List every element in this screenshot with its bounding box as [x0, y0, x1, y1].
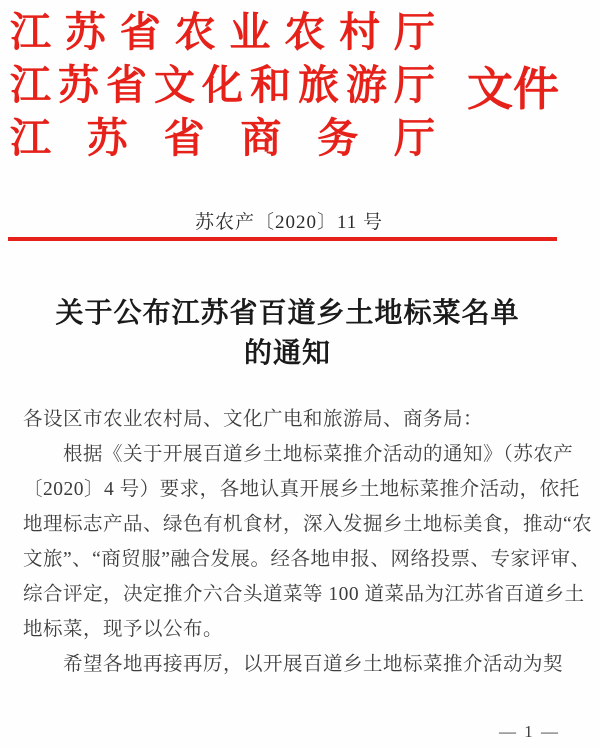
doc-type-label: 文件	[467, 63, 559, 115]
body-line: 〔2020〕4 号）要求，各地认真开展乡土地标菜推介活动，依托	[23, 479, 580, 500]
title-line-2: 的通知	[243, 338, 331, 369]
body-line: 综合评定，决定推介六合头道菜等 100 道菜品为江苏省百道乡土	[23, 584, 585, 605]
red-divider-line	[8, 237, 557, 241]
page-number: — 1 —	[499, 722, 560, 741]
body-line: 地理标志产品、绿色有机食材，深入发掘乡土地标美食，推动“农	[23, 514, 593, 535]
title-line-1: 关于公布江苏省百道乡土地标菜名单	[55, 298, 520, 329]
document-body	[23, 402, 593, 682]
body-line-salutation: 各设区市农业农村局、文化广电和旅游局、商务局：	[23, 409, 484, 430]
issuer-line-culture-tourism: 江苏省文化和旅游厅	[10, 62, 435, 108]
issuer-line-agriculture: 江苏省农业农村厅	[10, 9, 435, 55]
document-title	[15, 294, 560, 374]
document-number: 苏农产〔2020〕11 号	[194, 212, 384, 233]
issuer-block	[10, 6, 435, 165]
issuer-line-commerce: 江苏省商务厅	[10, 115, 435, 161]
body-line: 根据《关于开展百道乡土地标菜推介活动的通知》（苏农产	[63, 444, 574, 465]
body-line: 文旅”、“商贸服”融合发展。经各地申报、网络投票、专家评审、	[23, 549, 591, 570]
body-line: 希望各地再接再厉，以开展百道乡土地标菜推介活动为契	[63, 654, 564, 675]
body-line: 地标菜，现予以公布。	[23, 619, 224, 640]
letterhead	[10, 6, 559, 165]
